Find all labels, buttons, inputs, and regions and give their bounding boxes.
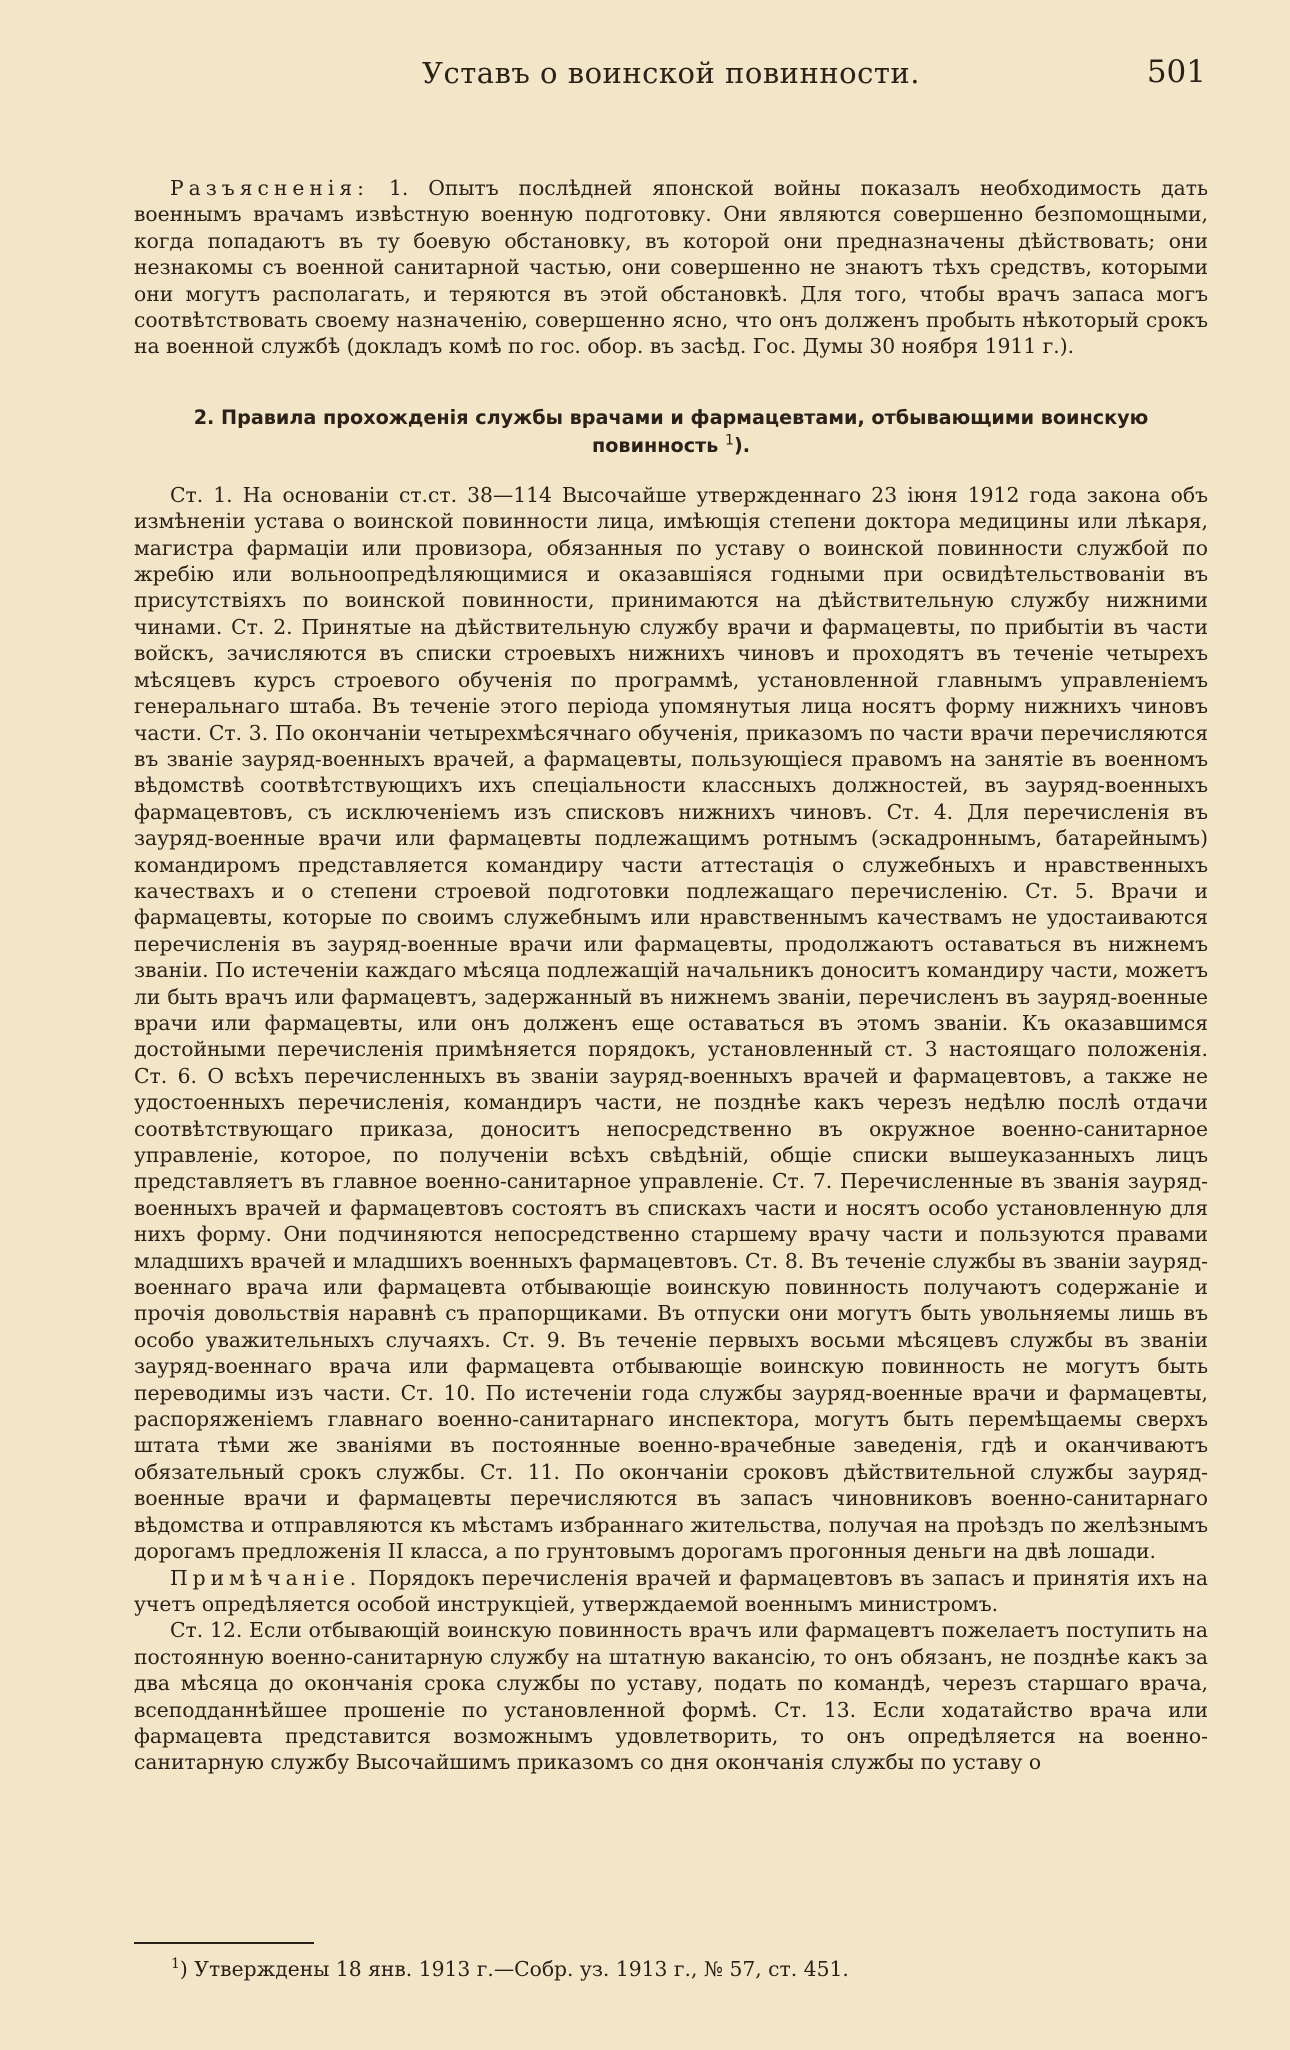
articles-paragraph: Ст. 1. На основаніи ст.ст. 38—114 Высочайше утвержденнаго 23 іюня 1912 года закона объ измѣненіи устава о воинской повинности лица, имѣющія степени доктора медицины или лѣкаря, магистра фармаціи или провизора, обязанныя по уставу о воинской повинности службой по жребію или вольноопредѣляющимися и оказавшіяся годными при освидѣтельствованіи въ присутствіяхъ по воинской повинности, принимаются на дѣйствительную службу нижними чинами. Ст. 2. Принятые на дѣйствительную службу врачи и фармацевты, по прибытіи въ части войскъ, зачисляются въ списки строевыхъ нижнихъ чиновъ и проходятъ въ теченіе четырехъ мѣсяцевъ курсъ строевого обученія по программѣ, установленной главнымъ управленіемъ генеральнаго штаба. Въ теченіе этого періода упомянутыя лица носятъ форму нижнихъ чиновъ части. Ст. 3. По окончаніи четырехмѣсячнаго обученія, приказомъ по части врачи перечисляются въ званіе зауряд-военныхъ врачей, а фармацевты, пользующіеся правомъ на занятіе въ военномъ вѣдомствѣ соотвѣтствующихъ ихъ спеціальности классныхъ должностей, въ зауряд-военныхъ фармацевтовъ, съ исключеніемъ изъ списковъ нижнихъ чиновъ. Ст. 4. Для перечисленія въ зауряд-военные врачи или фармацевты подлежащимъ ротнымъ (эскадроннымъ, батарейнымъ) командиромъ представляется командиру части аттестація о служебныхъ и нравственныхъ качествахъ и о степени строевой подготовки подлежащаго перечисленію. Ст. 5. Врачи и фармацевты, которые по своимъ служебнымъ или нравственнымъ качествамъ не удостаиваются перечисленія въ зауряд-военные врачи или фармацевты, продолжаютъ оставаться въ нижнемъ званіи. По истеченіи каждаго мѣсяца подлежащій начальникъ доноситъ командиру части, можетъ ли быть врачъ или фармацевтъ, задержанный въ нижнемъ званіи, перечисленъ въ зауряд-военные врачи или фармацевты, или онъ долженъ еще оставаться въ этомъ званіи. Къ оказавшимся достойными перечисленія примѣняется порядокъ, установленный ст. 3 настоящаго положенія. Ст. 6. О всѣхъ перечисленныхъ въ званіи зауряд-военныхъ врачей и фармацевтовъ, а также не удостоенныхъ перечисленія, командиръ части, не позднѣе какъ черезъ недѣлю послѣ отдачи соотвѣтствующаго приказа, доноситъ непосредственно въ окружное военно-санитарное управленіе, которое, по полученіи всѣхъ свѣдѣній, общіе списки вышеуказанныхъ лицъ представляетъ въ главное военно-санитарное управленіе. Ст. 7. Перечисленные въ званія зауряд-военныхъ врачей и фармацевтовъ состоятъ въ спискахъ части и носятъ особо установленную для нихъ форму. Они подчиняются непосредственно старшему врачу части и пользуются правами младшихъ врачей и младшихъ военныхъ фармацевтовъ. Ст. 8. Въ теченіе службы въ званіи зауряд-военнаго врача или фармацевта отбывающіе воинскую повинность получаютъ содержаніе и прочія довольствія наравнѣ съ прапорщиками. Въ отпуски они могутъ быть увольняемы лишь въ особо уважительныхъ случаяхъ. Ст. 9. Въ теченіе первыхъ восьми мѣсяцевъ службы въ званіи зауряд-военнаго врача или фармацевта отбывающіе воинскую повинность не могутъ быть переводимы изъ части. Ст. 10. По истеченіи года службы зауряд-военные врачи и фармацевты, распоряженіемъ главнаго военно-санитарнаго инспектора, могутъ быть перемѣщаемы сверхъ штата тѣми же званіями въ постоянные военно-врачебные заведенія, гдѣ и оканчиваютъ обязательный срокъ службы. Ст. 11. По окончаніи сроковъ дѣйствительной службы зауряд-военные врачи и фармацевты перечисляются въ запасъ чиновниковъ военно-санитарнаго вѣдомства и отправляются къ мѣстамъ избраннаго жительства, получая на проѣздъ по желѣзнымъ дорогамъ предложенія II класса, а по грунтовымъ дорогамъ прогонныя деньги на двѣ лошади. [134,482,1208,1564]
section-footnote-ref: 1 [725,432,734,449]
explanation-text: 1. Опытъ послѣдней японской войны показалъ необходимость дать военнымъ врачамъ извѣстную военную подготовку. Они являются совершенно безпомощными, когда попадаютъ въ ту боевую обстановку, въ которой они предназначены дѣйствовать; они незнакомы съ военной санитарной частью, они совершенно не знаютъ тѣхъ средствъ, которыми они могутъ располагать, и теряются въ этой обстановкѣ. Для того, чтобы врачъ запаса могъ соотвѣтствовать своему назначенію, совершенно ясно, что онъ долженъ пробыть нѣкоторый срокъ на военной службѣ (докладъ комѣ по гос. обор. въ засѣд. Гос. Думы 30 ноября 1911 г.). [134,176,1208,359]
running-title: Уставъ о воинской повинности. [422,56,920,90]
footnote [171,1956,849,1982]
note-text: Порядокъ перечисленія врачей и фармацевтовъ въ запасъ и принятія ихъ на учетъ опредѣляется особой инструкціей, утверждаемой военнымъ министромъ. [134,1565,1208,1616]
note-paragraph [134,1565,1208,1618]
footnote-divider [134,1942,314,1944]
section-title-text: 2. Правила прохожденія службы врачами и фармацевтами, отбывающими воинскую повинность [193,405,1149,457]
footnote-marker: 1 [171,1956,180,1973]
running-header [134,52,1208,102]
footnote-text: Утверждены 18 янв. 1913 г.—Собр. уз. 1913 г., № 57, ст. 451. [187,1957,849,1981]
explanation-label: Разъясненія: [170,176,370,200]
section-heading [144,404,1198,460]
section-footnote-ref-suffix: ). [733,433,751,457]
page-number: 501 [1146,54,1206,90]
continuation-paragraph: Ст. 12. Если отбывающій воинскую повинность врачъ или фармацевтъ пожелаетъ поступить на постоянную военно-санитарную службу на штатную вакансію, то онъ обязанъ, не позднѣе какъ за два мѣсяца до окончанія срока службы по уставу, подать по командѣ, черезъ старшаго врача, всеподданнѣйшее прошеніе по установленной формѣ. Ст. 13. Если ходатайство врача или фармацевта представится возможнымъ удовлетворить, то онъ опредѣляется на военно-санитарную службу Высочайшимъ приказомъ со дня окончанія службы по уставу о [134,1618,1208,1775]
explanation-paragraph [134,175,1208,360]
footnote-marker-suffix: ) [179,1957,188,1981]
note-label: Примѣчаніе. [170,1565,362,1590]
